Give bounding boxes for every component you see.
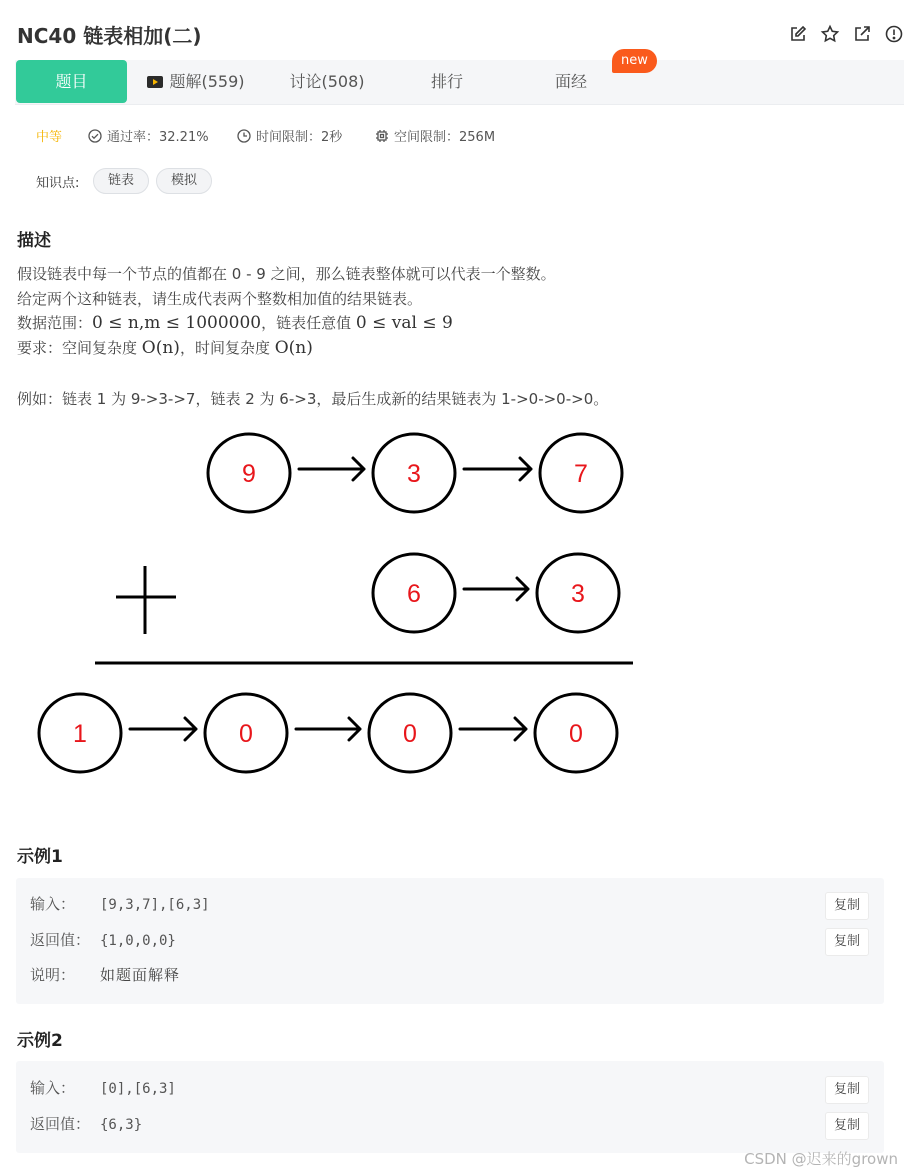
tab-bar: [15, 60, 904, 105]
example2-input-row: [30, 1076, 176, 1100]
share-icon[interactable]: [852, 24, 872, 44]
arrow-icon: [296, 718, 360, 740]
arrow-icon: [464, 458, 531, 480]
arrow-icon: [130, 718, 196, 740]
complexity-requirement: 要求：空间复杂度 O(n)，时间复杂度 O(n): [17, 338, 313, 358]
result-node-value: 1: [73, 720, 87, 748]
return-label: 返回值：: [30, 1115, 91, 1133]
result-node-value: 0: [239, 720, 253, 748]
input-label: 输入：: [30, 895, 76, 913]
example1-heading: 示例1: [17, 847, 63, 867]
example2-return-value: {6,3}: [100, 1117, 143, 1133]
list1-node-value: 9: [242, 460, 256, 488]
clock-icon: [237, 129, 251, 143]
copy-input-button[interactable]: 复制: [825, 892, 869, 920]
time-limit: 时间限制：2秒: [237, 126, 342, 145]
tab-problem[interactable]: 题目: [16, 60, 127, 103]
result-node-value: 0: [403, 720, 417, 748]
result-node-value: 0: [569, 720, 583, 748]
arrow-icon: [464, 578, 528, 600]
new-badge: new: [612, 49, 657, 73]
tag-linked-list[interactable]: 链表: [93, 168, 149, 194]
data-range: 数据范围：0 ≤ n,m ≤ 1000000，链表任意值 0 ≤ val ≤ 9: [17, 313, 453, 333]
example2-input-value: [0],[6,3]: [100, 1081, 176, 1097]
difficulty-label: 中等: [36, 130, 63, 145]
example1-input-value: [9,3,7],[6,3]: [100, 897, 210, 913]
list2-node-value: 3: [571, 580, 585, 608]
example1-note-row: [30, 963, 180, 987]
example1-box: [16, 878, 884, 1004]
tab-solutions[interactable]: [145, 60, 247, 103]
example2-heading: 示例2: [17, 1031, 63, 1051]
example-description: 例如：链表 1 为 9->3->7，链表 2 为 6->3，最后生成新的结果链表为 1->0->0->0。: [17, 390, 609, 408]
title-actions: [784, 24, 904, 46]
example1-note-value: 如题面解释: [100, 966, 181, 984]
example1-return-row: [30, 928, 176, 952]
space-limit: 空间限制：256M: [375, 126, 495, 145]
list1-node-value: 7: [574, 460, 588, 488]
page-title: NC40 链表相加(二): [17, 24, 202, 48]
return-label: 返回值：: [30, 931, 91, 949]
example1-return-value: {1,0,0,0}: [100, 933, 176, 949]
knowledge-label: 知识点:: [36, 176, 80, 191]
space-complexity: O(n): [141, 338, 180, 358]
arrow-icon: [299, 458, 364, 480]
chip-icon: [375, 129, 389, 143]
linked-list-addition-figure: [30, 420, 650, 790]
report-icon[interactable]: [884, 24, 904, 44]
video-icon: [147, 76, 163, 88]
star-icon[interactable]: [820, 24, 840, 44]
list1-node-value: 3: [407, 460, 421, 488]
input-label: 输入：: [30, 1079, 76, 1097]
tab-discussion[interactable]: 讨论(508): [289, 72, 365, 91]
copy-input-button[interactable]: 复制: [825, 1076, 869, 1104]
list2-node-value: 6: [407, 580, 421, 608]
value-formula: 0 ≤ val ≤ 9: [355, 313, 453, 333]
pass-rate: 通过率：32.21%: [88, 126, 209, 145]
tab-interview[interactable]: 面经: [554, 72, 587, 91]
tab-solutions-label: 题解(559): [169, 72, 245, 91]
range-formula: 0 ≤ n,m ≤ 1000000: [92, 313, 262, 333]
copy-return-button[interactable]: 复制: [825, 1112, 869, 1140]
edit-icon[interactable]: [788, 24, 808, 44]
tab-ranking[interactable]: 排行: [430, 72, 463, 91]
note-label: 说明：: [30, 966, 76, 984]
description-line-2: 给定两个这种链表，请生成代表两个整数相加值的结果链表。: [17, 290, 423, 308]
watermark: CSDN @迟来的grown: [744, 1150, 898, 1168]
time-complexity: O(n): [274, 338, 313, 358]
description-line-1: 假设链表中每一个节点的值都在 0 - 9 之间，那么链表整体就可以代表一个整数。: [17, 265, 556, 283]
check-circle-icon: [88, 129, 102, 143]
example2-return-row: [30, 1112, 142, 1136]
example2-box: [16, 1061, 884, 1153]
plus-sign: [116, 566, 176, 634]
arrow-icon: [460, 718, 526, 740]
example1-input-row: [30, 892, 210, 916]
description-heading: 描述: [17, 231, 51, 251]
copy-return-button[interactable]: 复制: [825, 928, 869, 956]
tag-simulation[interactable]: 模拟: [156, 168, 212, 194]
